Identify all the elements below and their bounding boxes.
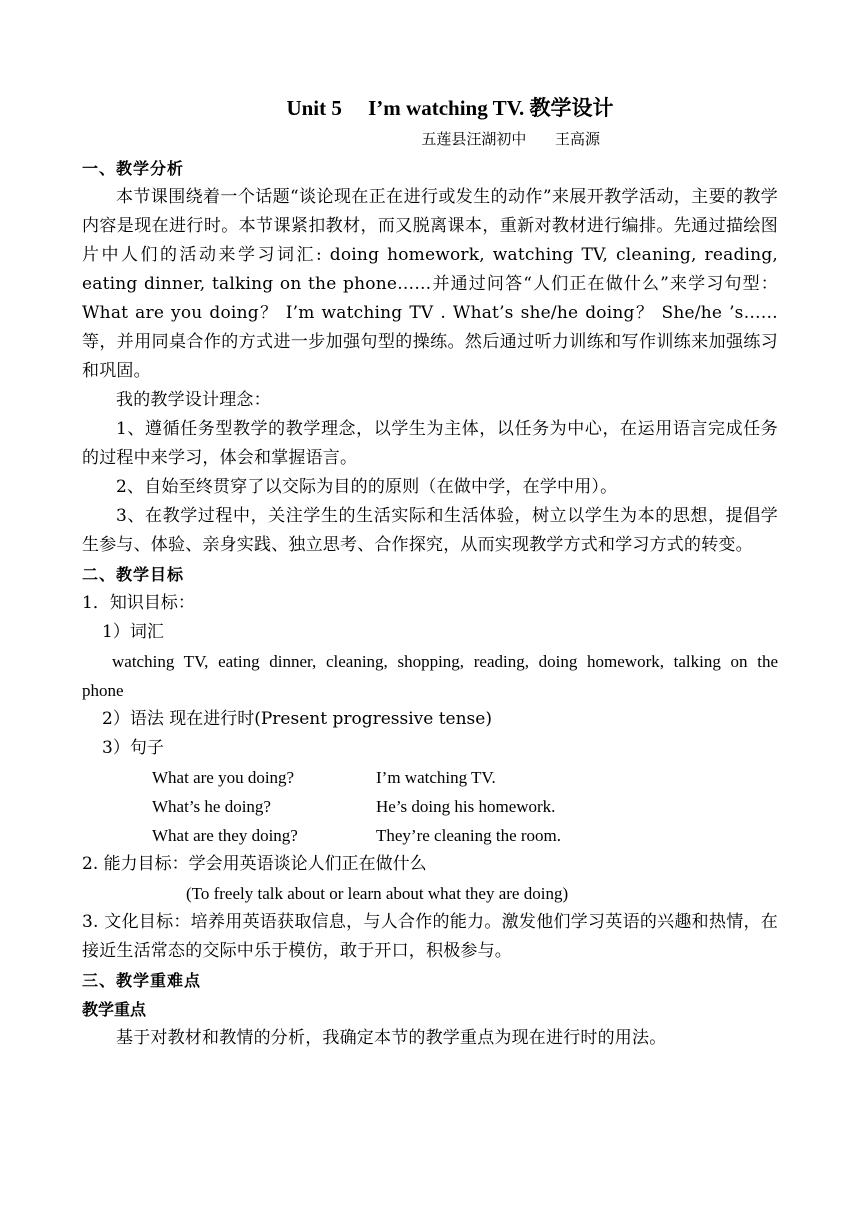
- design-idea-3: 3、在教学过程中，关注学生的生活实际和生活体验，树立以学生为本的思想，提倡学生参与、体验、亲身实践、独立思考、合作探究，从而实现教学方式和学习方式的转变。: [82, 506, 778, 555]
- ability-objective-english: (To freely talk about or learn about what they are doing): [186, 884, 569, 903]
- culture-objective: 3. 文化目标：培养用英语获取信息，与人合作的能力。激发他们学习英语的兴趣和热情，在接近生活常态的交际中乐于模仿，敢于开口，积极参与。: [82, 912, 778, 961]
- document-page: [82, 92, 778, 1053]
- section-heading-objectives: 二、教学目标: [82, 565, 185, 584]
- vocabulary-list: watching TV, eating dinner, cleaning, shopping, reading, doing homework, talking on the phone: [82, 652, 778, 700]
- sentence-pair: [82, 821, 778, 850]
- analysis-paragraph: 本节课围绕着一个话题“谈论现在正在进行或发生的动作”来展开教学活动，主要的教学内容是现在进行时。本节课紧扣教材，而又脱离课本，重新对教材进行编排。先通过描绘图片中人们的活动来学习词汇: doing homework, watching TV, cleaning, reading, eating dinner, talking on the phone……并通过问答“人们正在做什么”来学习句型：What are you doing？ I’m watching TV . What’s she/he doing？ She/he ’s……等，并用同桌合作的方式进一步加强句型的操练。然后通过听力训练和写作训练来加强练习和巩固。: [82, 187, 778, 381]
- sentence-answer: I’m watching TV.: [376, 768, 496, 787]
- sentence-pair: [82, 763, 778, 792]
- design-idea-2: 2、自始至终贯穿了以交际为目的的原则（在做中学，在学中用）。: [116, 477, 618, 497]
- author-byline: 五莲县汪湖初中 王高源: [421, 130, 600, 148]
- sentence-pair: [82, 792, 778, 821]
- sentence-label: 3）句子: [102, 738, 164, 758]
- document-title: Unit 5 I’m watching TV. 教学设计: [286, 96, 614, 120]
- grammar-line: 2）语法 现在进行时(Present progressive tense): [102, 709, 492, 729]
- knowledge-objective-label: 1．知识目标：: [82, 593, 195, 613]
- design-idea-1: 1、遵循任务型教学的教学理念，以学生为主体，以任务为中心，在运用语言完成任务的过程中来学习，体会和掌握语言。: [82, 419, 778, 468]
- sentence-question: What’s he doing?: [152, 797, 271, 816]
- ability-objective: 2. 能力目标：学会用英语谈论人们正在做什么: [82, 854, 427, 874]
- sentence-question: What are they doing?: [152, 826, 298, 845]
- design-idea-label: 我的教学设计理念：: [116, 390, 271, 410]
- sentence-question: What are you doing?: [152, 768, 295, 787]
- sentence-answer: He’s doing his homework.: [376, 797, 556, 816]
- section-heading-key-points: 三、教学重难点: [82, 971, 202, 990]
- section-heading-analysis: 一、教学分析: [82, 159, 185, 178]
- key-point-text: 基于对教材和教情的分析，我确定本节的教学重点为现在进行时的用法。: [116, 1028, 667, 1048]
- sentence-answer: They’re cleaning the room.: [376, 826, 562, 845]
- vocabulary-label: 1）词汇: [102, 622, 164, 642]
- key-point-heading: 教学重点: [82, 1000, 147, 1019]
